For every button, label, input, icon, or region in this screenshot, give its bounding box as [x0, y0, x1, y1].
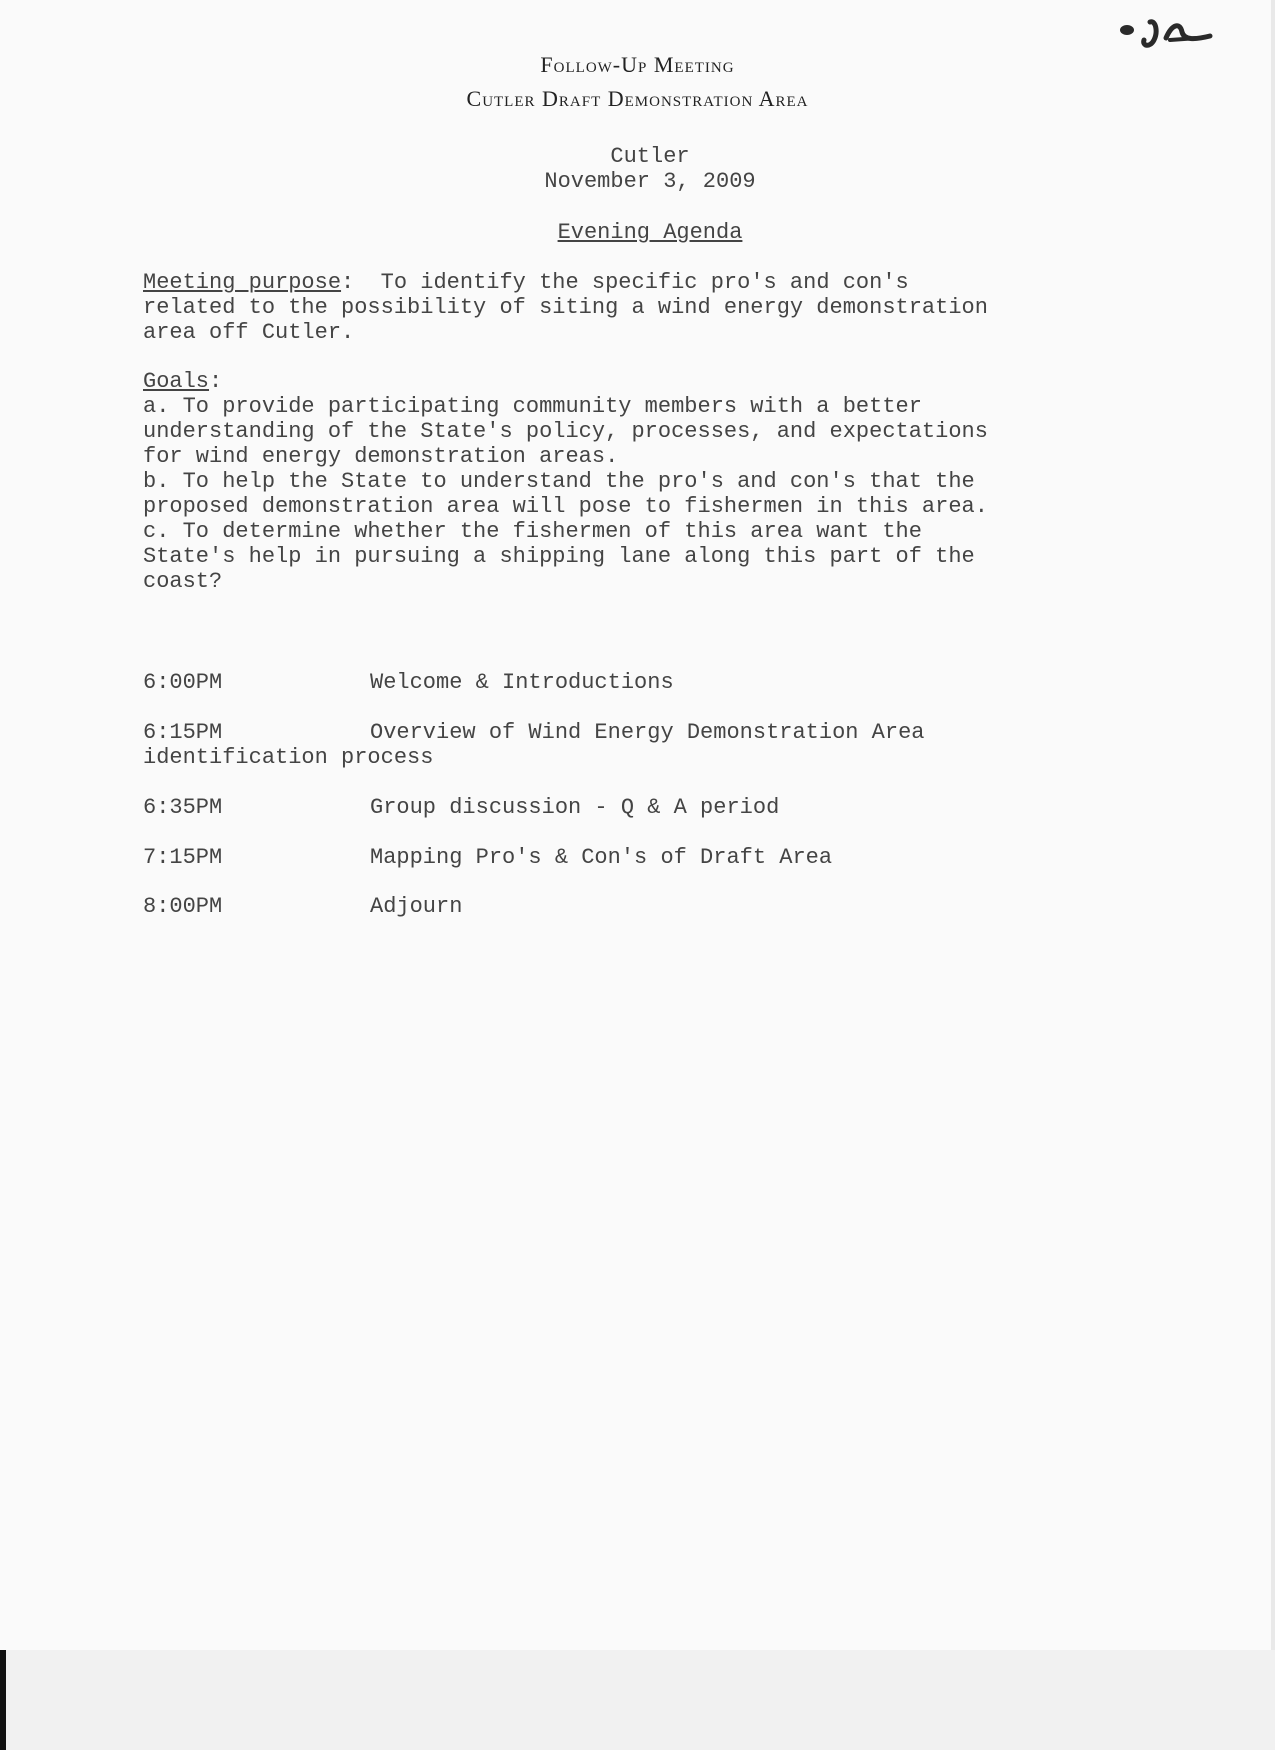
meeting-date: November 3, 2009 — [544, 169, 756, 194]
title-line-1: Follow-Up Meeting — [540, 52, 735, 77]
goals-colon: : — [209, 369, 223, 394]
schedule-row — [143, 720, 925, 770]
goal-line: proposed demonstration area will pose to fishermen in this area. — [143, 494, 988, 519]
schedule-time: 7:15PM — [143, 845, 223, 870]
meeting-location: Cutler — [610, 144, 690, 169]
goal-line: for wind energy demonstration areas. — [143, 444, 619, 469]
goal-line: State's help in pursuing a shipping lane along this part of the — [143, 544, 975, 569]
title-line-2: Cutler Draft Demonstration Area — [466, 86, 809, 111]
meeting-purpose — [143, 270, 988, 345]
schedule-row — [143, 795, 779, 820]
purpose-text-1: : To identify the specific pro's and con's — [341, 270, 909, 295]
schedule-item: Group discussion - Q & A period — [370, 795, 780, 820]
goals-label: Goals — [143, 369, 210, 394]
purpose-text-3: area off Cutler. — [143, 320, 355, 345]
schedule-item: Overview of Wind Energy Demonstration Area — [370, 720, 925, 745]
schedule-time: 6:00PM — [143, 670, 223, 695]
schedule-item: Mapping Pro's & Con's of Draft Area — [370, 845, 833, 870]
schedule-item: Adjourn — [370, 894, 463, 919]
schedule-item-continuation: identification process — [143, 745, 434, 770]
goals-section — [143, 369, 988, 594]
goal-line: understanding of the State's policy, processes, and expectations — [143, 419, 988, 444]
schedule-time: 8:00PM — [143, 894, 223, 919]
schedule-time: 6:15PM — [143, 720, 223, 745]
schedule-row — [143, 670, 674, 695]
scan-edge-right — [1271, 0, 1275, 1650]
schedule-item: Welcome & Introductions — [370, 670, 674, 695]
schedule-row — [143, 845, 832, 870]
goal-line: coast? — [143, 569, 223, 594]
purpose-label: Meeting purpose — [143, 270, 342, 295]
goal-line: c. To determine whether the fishermen of this area want the — [143, 519, 922, 544]
schedule-row — [143, 894, 462, 919]
scan-left-bar — [0, 1650, 6, 1750]
goal-line: b. To help the State to understand the pro's and con's that the — [143, 469, 975, 494]
handwritten-initials — [1110, 14, 1230, 54]
scan-bottom-strip — [0, 1650, 1275, 1750]
purpose-text-2: related to the possibility of siting a wind energy demonstration — [143, 295, 988, 320]
agenda-heading: Evening Agenda — [557, 220, 743, 245]
schedule-time: 6:35PM — [143, 795, 223, 820]
goal-line: a. To provide participating community members with a better — [143, 394, 922, 419]
